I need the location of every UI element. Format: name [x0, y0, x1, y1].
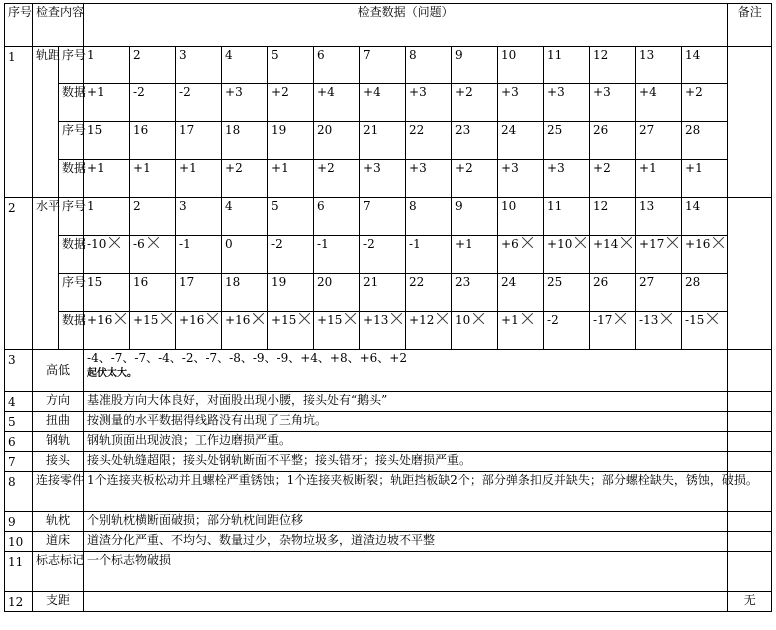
level-data-cell: 0 — [222, 236, 268, 274]
level-seq-cell: 9 — [452, 198, 498, 236]
inspection-table — [4, 3, 772, 612]
row-title: 轨枕 — [33, 512, 84, 532]
gauge-seq-cell: 2 — [130, 47, 176, 84]
level-seq-cell: 25 — [544, 274, 590, 312]
gauge-data-cell: +1 — [84, 160, 130, 198]
gauge-row — [5, 160, 772, 198]
row-text: 基准股方向大体良好，对面股出现小腰，接头处有“鹅头” — [87, 393, 388, 407]
gauge-data-cell: +3 — [498, 84, 544, 122]
gauge-data-cell: +3 — [406, 160, 452, 198]
level-data-cell: -1 — [406, 236, 452, 274]
level-row — [5, 312, 772, 350]
level-seq-cell: 10 — [498, 198, 544, 236]
gauge-row — [5, 84, 772, 122]
gauge-data-cell: +1 — [636, 160, 682, 198]
gauge-seq-cell: 21 — [360, 122, 406, 160]
level-data-cell: +14 — [590, 236, 636, 274]
level-seq-cell: 3 — [176, 198, 222, 236]
level-data-cell: -1 — [314, 236, 360, 274]
gauge-seq-cell: 8 — [406, 47, 452, 84]
data-header: 检查数据（问题） — [84, 4, 728, 47]
row-note: 起伏太大。 — [87, 368, 138, 379]
row-number: 3 — [5, 350, 33, 392]
level-seq-cell: 2 — [130, 198, 176, 236]
gauge-sub-label: 序号 — [59, 122, 84, 160]
level-data-cell: -2 — [544, 312, 590, 350]
level-seq-cell: 27 — [636, 274, 682, 312]
row-title: 扭曲 — [33, 412, 84, 432]
level-row — [5, 236, 772, 274]
gauge-data-cell: +3 — [544, 84, 590, 122]
level-sub-label: 序号 — [59, 198, 84, 236]
level-data-cell: -1 — [176, 236, 222, 274]
gauge-seq-cell: 23 — [452, 122, 498, 160]
row-number: 4 — [5, 392, 33, 412]
cross-mark-icon — [146, 236, 160, 250]
check-row — [5, 350, 772, 392]
gauge-data-cell: -2 — [176, 84, 222, 122]
level-data-cell: +6 — [498, 236, 544, 274]
row-number: 5 — [5, 412, 33, 432]
level-data-cell: -2 — [360, 236, 406, 274]
level-data-cell: +15 — [268, 312, 314, 350]
gauge-seq-cell: 1 — [84, 47, 130, 84]
row-remark — [728, 432, 772, 452]
gauge-data-cell: +2 — [222, 160, 268, 198]
gauge-sub-label: 序号 — [59, 47, 84, 84]
level-seq-cell: 20 — [314, 274, 360, 312]
gauge-data-cell: +1 — [176, 160, 222, 198]
level-sub-label: 数据 — [59, 236, 84, 274]
level-data-cell: -10 — [84, 236, 130, 274]
row-text: -4、-7、-7、-4、-2、-7、-8、-9、-9、+4、+8、+6、+2 — [87, 351, 407, 365]
check-row — [5, 432, 772, 452]
level-data-cell: -15 — [682, 312, 728, 350]
check-row — [5, 452, 772, 472]
level-seq-cell: 12 — [590, 198, 636, 236]
row-description — [84, 432, 728, 452]
row-number: 8 — [5, 472, 33, 512]
level-data-cell: +16 — [222, 312, 268, 350]
level-number: 2 — [5, 198, 33, 350]
level-sub-label: 序号 — [59, 274, 84, 312]
gauge-data-cell: +1 — [130, 160, 176, 198]
row-number: 12 — [5, 592, 33, 612]
gauge-seq-cell: 27 — [636, 122, 682, 160]
level-data-cell: -13 — [636, 312, 682, 350]
level-data-cell: +17 — [636, 236, 682, 274]
gauge-row — [5, 122, 772, 160]
header-row — [5, 4, 772, 47]
gauge-seq-cell: 10 — [498, 47, 544, 84]
table-body — [5, 4, 772, 612]
gauge-data-cell: +1 — [268, 160, 314, 198]
gauge-seq-cell: 15 — [84, 122, 130, 160]
cross-mark-icon — [711, 236, 725, 250]
content-header: 检查内容 — [33, 4, 84, 47]
row-text: 道渣分化严重、不均匀、数量过少，杂物垃圾多，道渣边坡不平整 — [87, 533, 436, 547]
cross-mark-icon — [343, 312, 357, 326]
gauge-seq-cell: 13 — [636, 47, 682, 84]
check-row — [5, 392, 772, 412]
row-number: 9 — [5, 512, 33, 532]
row-number: 7 — [5, 452, 33, 472]
row-number: 6 — [5, 432, 33, 452]
level-data-cell: +16 — [84, 312, 130, 350]
gauge-seq-cell: 5 — [268, 47, 314, 84]
gauge-data-cell: +2 — [452, 84, 498, 122]
level-data-cell: +12 — [406, 312, 452, 350]
level-seq-cell: 1 — [84, 198, 130, 236]
row-remark — [728, 412, 772, 432]
cross-mark-icon — [520, 312, 534, 326]
check-row — [5, 552, 772, 592]
row-description — [84, 532, 728, 552]
row-title: 高低 — [33, 350, 84, 392]
row-remark — [728, 350, 772, 392]
gauge-data-cell: +4 — [314, 84, 360, 122]
gauge-data-cell: +2 — [682, 84, 728, 122]
row-remark — [728, 452, 772, 472]
gauge-data-cell: +3 — [590, 84, 636, 122]
cross-mark-icon — [665, 236, 679, 250]
check-row — [5, 532, 772, 552]
row-remark — [728, 552, 772, 592]
level-data-cell: +15 — [314, 312, 360, 350]
gauge-seq-cell: 18 — [222, 122, 268, 160]
gauge-seq-cell: 22 — [406, 122, 452, 160]
gauge-seq-cell: 16 — [130, 122, 176, 160]
level-seq-cell: 17 — [176, 274, 222, 312]
level-seq-cell: 4 — [222, 198, 268, 236]
level-seq-cell: 23 — [452, 274, 498, 312]
cross-mark-icon — [435, 312, 449, 326]
gauge-seq-cell: 11 — [544, 47, 590, 84]
level-seq-cell: 19 — [268, 274, 314, 312]
level-remark — [728, 198, 772, 350]
gauge-data-cell: +2 — [314, 160, 360, 198]
level-seq-cell: 22 — [406, 274, 452, 312]
row-title: 道床 — [33, 532, 84, 552]
gauge-seq-cell: 6 — [314, 47, 360, 84]
row-description — [84, 392, 728, 412]
level-title: 水平 — [33, 198, 59, 350]
gauge-seq-cell: 9 — [452, 47, 498, 84]
level-data-cell: -6 — [130, 236, 176, 274]
row-description — [84, 472, 758, 512]
level-seq-cell: 24 — [498, 274, 544, 312]
row-text: 按测量的水平数据得线路没有出现了三角坑。 — [87, 413, 328, 427]
cross-mark-icon — [520, 236, 534, 250]
level-seq-cell: 21 — [360, 274, 406, 312]
row-description — [84, 512, 728, 532]
gauge-data-cell: +3 — [544, 160, 590, 198]
row-text: 接头处轨缝超限；接头处钢轨断面不平整；接头错牙；接头处磨损严重。 — [87, 453, 472, 467]
row-text: 钢轨顶面出现波浪；工作边磨损严重。 — [87, 433, 292, 447]
gauge-seq-cell: 25 — [544, 122, 590, 160]
gauge-data-cell: +3 — [222, 84, 268, 122]
gauge-data-cell: +3 — [498, 160, 544, 198]
inspection-sheet — [4, 3, 771, 612]
row-title: 方向 — [33, 392, 84, 412]
cross-mark-icon — [613, 312, 627, 326]
level-data-cell: +10 — [544, 236, 590, 274]
row-remark — [728, 392, 772, 412]
row-description — [84, 552, 728, 592]
gauge-row — [5, 47, 772, 84]
row-remark: 无 — [728, 592, 772, 612]
cross-mark-icon — [389, 312, 403, 326]
gauge-data-cell: +3 — [406, 84, 452, 122]
level-data-cell: +1 — [452, 236, 498, 274]
gauge-seq-cell: 3 — [176, 47, 222, 84]
gauge-data-cell: +2 — [452, 160, 498, 198]
gauge-data-cell: +4 — [360, 84, 406, 122]
cross-mark-icon — [113, 312, 127, 326]
level-data-cell: -2 — [268, 236, 314, 274]
level-data-cell: 10 — [452, 312, 498, 350]
gauge-data-cell: +2 — [268, 84, 314, 122]
seq-header: 序号 — [5, 4, 33, 47]
level-sub-label: 数据 — [59, 312, 84, 350]
level-seq-cell: 13 — [636, 198, 682, 236]
gauge-data-cell: +3 — [360, 160, 406, 198]
check-row — [5, 412, 772, 432]
level-data-cell: +16 — [682, 236, 728, 274]
level-seq-cell: 11 — [544, 198, 590, 236]
remark-header: 备注 — [728, 4, 772, 47]
row-remark — [728, 512, 772, 532]
row-title: 标志标记 — [33, 552, 84, 592]
cross-mark-icon — [205, 312, 219, 326]
row-text: 个别轨枕横断面破损；部分轨枕间距位移 — [87, 513, 304, 527]
row-text: 一个标志物破损 — [87, 553, 172, 567]
gauge-sub-label: 数据 — [59, 160, 84, 198]
level-seq-cell: 18 — [222, 274, 268, 312]
row-description — [84, 592, 728, 612]
level-seq-cell: 28 — [682, 274, 728, 312]
row-title: 连接零件 — [33, 472, 84, 512]
cross-mark-icon — [159, 312, 173, 326]
level-seq-cell: 26 — [590, 274, 636, 312]
gauge-data-cell: +2 — [590, 160, 636, 198]
gauge-seq-cell: 24 — [498, 122, 544, 160]
gauge-sub-label: 数据 — [59, 84, 84, 122]
cross-mark-icon — [107, 236, 121, 250]
level-seq-cell: 15 — [84, 274, 130, 312]
row-description — [84, 412, 728, 432]
gauge-seq-cell: 14 — [682, 47, 728, 84]
cross-mark-icon — [297, 312, 311, 326]
row-number: 10 — [5, 532, 33, 552]
cross-mark-icon — [705, 312, 719, 326]
gauge-seq-cell: 26 — [590, 122, 636, 160]
row-description — [84, 350, 728, 392]
row-title: 钢轨 — [33, 432, 84, 452]
cross-mark-icon — [619, 236, 633, 250]
level-data-cell: +1 — [498, 312, 544, 350]
gauge-seq-cell: 20 — [314, 122, 360, 160]
level-seq-cell: 14 — [682, 198, 728, 236]
cross-mark-icon — [573, 236, 587, 250]
row-title: 接头 — [33, 452, 84, 472]
row-remark — [728, 532, 772, 552]
row-description — [84, 452, 728, 472]
level-seq-cell: 8 — [406, 198, 452, 236]
gauge-data-cell: +4 — [636, 84, 682, 122]
gauge-seq-cell: 19 — [268, 122, 314, 160]
gauge-data-cell: +1 — [84, 84, 130, 122]
gauge-remark — [728, 47, 772, 198]
level-data-cell: +16 — [176, 312, 222, 350]
gauge-seq-cell: 4 — [222, 47, 268, 84]
level-data-cell: -17 — [590, 312, 636, 350]
row-title: 支距 — [33, 592, 84, 612]
level-data-cell: +15 — [130, 312, 176, 350]
row-text: 1个连接夹板松动并且螺栓严重锈蚀；1个连接夹板断裂；轨距挡板缺2个；部分弹条扣反并缺失；部分螺栓缺失，锈蚀，破损。 — [87, 473, 758, 487]
gauge-seq-cell: 17 — [176, 122, 222, 160]
cross-mark-icon — [659, 312, 673, 326]
cross-mark-icon — [471, 312, 485, 326]
check-row — [5, 512, 772, 532]
gauge-number: 1 — [5, 47, 33, 198]
gauge-data-cell: +1 — [682, 160, 728, 198]
level-seq-cell: 16 — [130, 274, 176, 312]
level-row — [5, 274, 772, 312]
level-data-cell: +13 — [360, 312, 406, 350]
level-row — [5, 198, 772, 236]
gauge-title: 轨距 — [33, 47, 59, 198]
check-row — [5, 472, 772, 512]
level-seq-cell: 5 — [268, 198, 314, 236]
gauge-seq-cell: 7 — [360, 47, 406, 84]
gauge-seq-cell: 28 — [682, 122, 728, 160]
row-number: 11 — [5, 552, 33, 592]
cross-mark-icon — [251, 312, 265, 326]
level-seq-cell: 7 — [360, 198, 406, 236]
level-seq-cell: 6 — [314, 198, 360, 236]
check-row — [5, 592, 772, 612]
gauge-data-cell: -2 — [130, 84, 176, 122]
gauge-seq-cell: 12 — [590, 47, 636, 84]
